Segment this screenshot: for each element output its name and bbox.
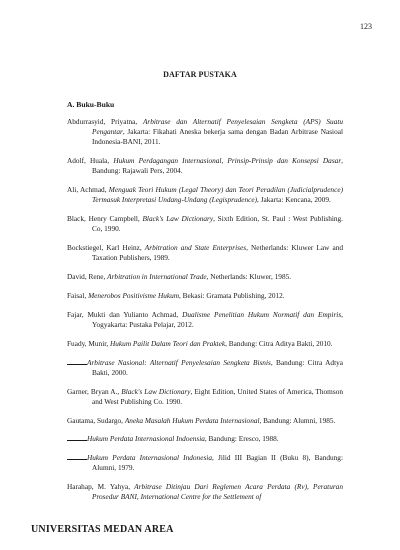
reference-entry <box>67 453 343 473</box>
reference-publication: , Sixth Edition, St. Paul : West Publishing. Co, 1990. <box>92 214 343 234</box>
repeat-author-dash <box>67 358 87 365</box>
reference-entry <box>67 243 343 263</box>
reference-entry <box>67 156 343 176</box>
reference-entry <box>67 185 343 205</box>
reference-publication: , Bandung: Eresco, 1988. <box>204 434 279 444</box>
reference-entry <box>67 117 343 148</box>
repeat-author-dash <box>67 434 87 441</box>
reference-author: Fuady, Munir, <box>67 338 111 348</box>
reference-publication: , Eight Edition, United States of America, Thomson and West Publishing Co. 1990. <box>92 386 343 406</box>
reference-title: Hukum Perdata Internasional Indoensia <box>87 434 205 444</box>
reference-list <box>67 117 343 511</box>
reference-publication: , Jakarta: Kencana, 2009. <box>257 195 331 205</box>
reference-author: David, Rene, <box>67 272 108 282</box>
reference-publication: , Bandung: Alumni, 1985. <box>259 415 336 425</box>
reference-author: Garner, Bryan A., <box>67 386 122 396</box>
reference-entry <box>67 214 343 234</box>
reference-title: Arbitrase Nasional: Alternatif Penyelesaian Sengketa Bisnis <box>87 357 271 367</box>
reference-title: Arbitration in International Trade <box>107 272 207 282</box>
reference-author: Gautama, Sudargo, <box>67 415 125 425</box>
reference-author: Harahap, M. Yahya, <box>67 482 135 492</box>
reference-title: Black's Law Dictionary <box>121 386 191 396</box>
reference-author: Faisal, <box>67 291 89 300</box>
page-number: 123 <box>360 22 372 31</box>
reference-author: Fajar, Mukti dan Yulianto Achmad, <box>67 309 183 319</box>
reference-title: Hukum Pailit Dalam Teori dan Praktek <box>110 338 226 348</box>
reference-entry <box>67 339 343 349</box>
reference-publication: , Bandung: Rajawali Pers, 2004. <box>92 156 343 176</box>
reference-publication: , Bandung: Citra Aditya Bakti, 2010. <box>225 338 333 348</box>
reference-title: Arbitrase dan Alternatif Penyelesaian Sengketa (APS) Suatu Pengantar <box>92 117 344 137</box>
reference-entry <box>67 387 343 407</box>
reference-entry <box>67 358 343 378</box>
reference-entry <box>67 416 343 426</box>
reference-publication: , Jilid III Bagian II (Buku 8), Bandung: Alumni, 1979. <box>92 453 343 473</box>
repeat-author-dash <box>67 453 87 460</box>
reference-entry <box>67 482 343 502</box>
reference-title: Hukum Perdata Internasional Indonesia <box>87 453 212 463</box>
reference-title: Hukum Perdagangan Internasional, Prinsip-Prinsip dan Konsepsi Dasar <box>113 156 342 166</box>
reference-publication: , Netherlands: Kluwer Law and Taxation Publishers, 1989. <box>92 243 343 263</box>
reference-entry <box>67 310 343 330</box>
reference-publication: , Netherlands: Kluwer, 1985. <box>206 272 292 282</box>
reference-entry <box>67 434 343 444</box>
reference-title: Menguak Teori Hukum (Legal Theory) dan Teori Peradilan (Judicialprudence) Termasuk Interpretasi Undang-Undang (Legisprudence) <box>92 185 343 205</box>
reference-author: Black, Henry Campbell, <box>67 214 143 224</box>
reference-publication: , Jakarta: Fikahati Aneska bekerja sama dengan Badan Arbitrase Nasioal Indonesia-BANI, 2011. <box>92 127 343 147</box>
reference-title: Dualisme Penelitian Hukum Normatif dan Empiris <box>182 309 342 319</box>
reference-title: Arbitration and State Enterprises <box>144 243 247 253</box>
reference-author: Bockstiegel, Karl Heinz, <box>67 243 145 253</box>
reference-entry <box>67 272 343 282</box>
page-title: DAFTAR PUSTAKA <box>163 70 237 79</box>
reference-publication: , Yogyakarta: Pustaka Pelajar, 2012. <box>92 309 343 329</box>
university-footer: UNIVERSITAS MEDAN AREA <box>31 524 174 535</box>
reference-title: Arbitrase Ditinjau Dari Reglemen Acara Perdata (Rv), Peraturan Prosedur BANI, International Centre for the Settlement of <box>92 482 343 502</box>
reference-publication: , Bandung: Citra Adtya Bakti, 2000. <box>92 357 343 377</box>
reference-entry <box>67 291 343 301</box>
reference-author: Abdurrasyid, Priyatna, <box>67 117 143 126</box>
reference-author: Ali, Achmad, <box>67 185 109 195</box>
reference-publication: , Bekasi: Gramata Publishing, 2012. <box>179 291 285 300</box>
reference-title: Aneka Masalah Hukum Perdata Internasional <box>124 415 260 425</box>
section-heading: A. Buku-Buku <box>67 100 115 109</box>
reference-title: Black's Law Dictionary <box>142 214 214 224</box>
reference-author: Adolf, Huala, <box>67 156 114 166</box>
reference-title: Menerobos Positivisme Hukum <box>88 291 180 300</box>
